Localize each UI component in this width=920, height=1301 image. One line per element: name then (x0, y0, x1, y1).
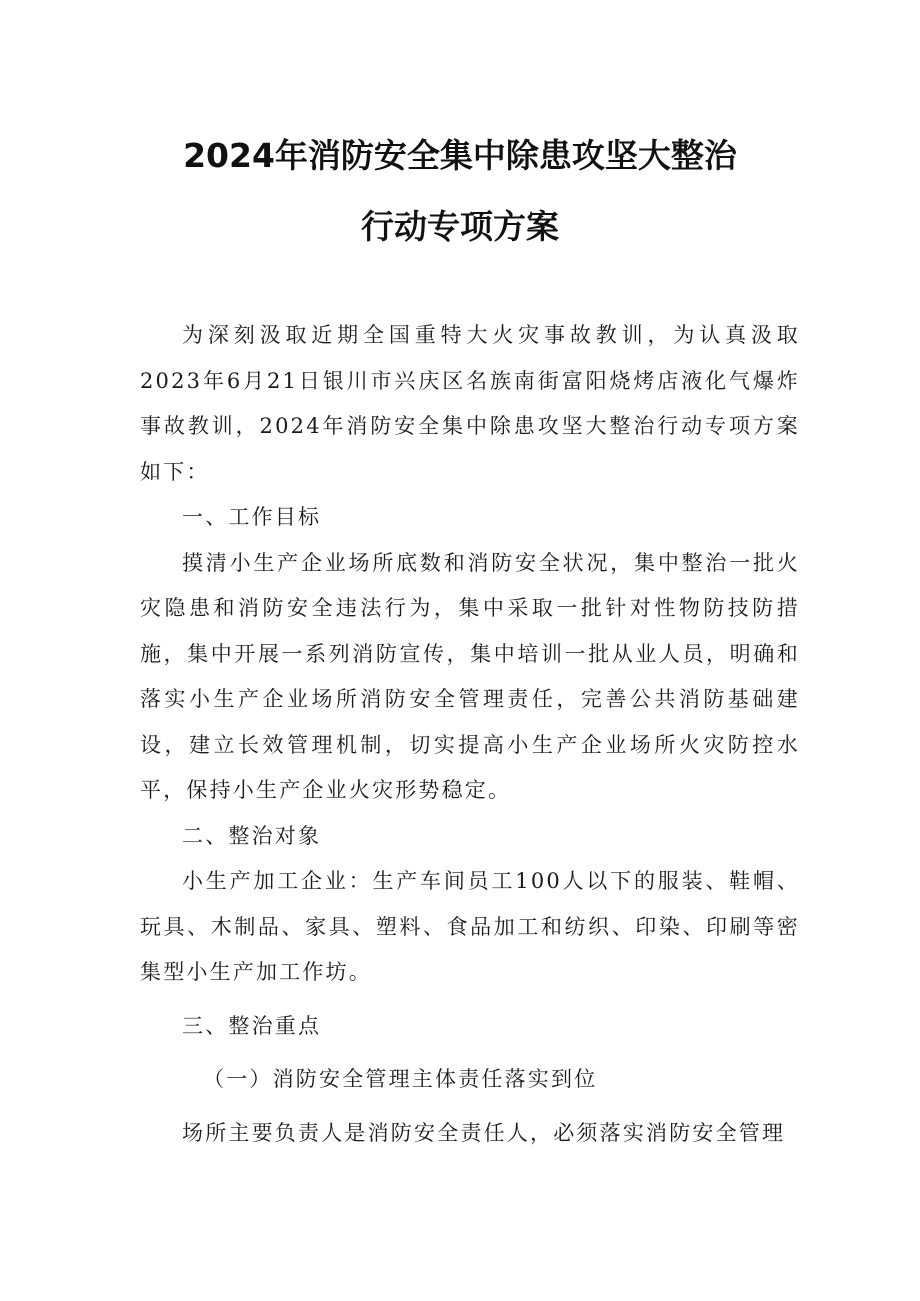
document-title-line-2: 行动专项方案 (361, 207, 559, 246)
document-title-line-1: 2024年消防安全集中除患攻坚大整治 (183, 136, 737, 175)
section-1-heading: 一、工作目标 (182, 505, 322, 529)
section-3-heading: 三、整治重点 (182, 1013, 322, 1038)
section-1-paragraph: 摸清小生产企业场所底数和消防安全状况，集中整治一批火灾隐患和消防安全违法行为，集中采取一批针对性物防技防措施，集中开展一系列消防宣传，集中培训一批从业人员，明确和落实小生产企业场所消防安全管理责任，完善公共消防基础建设，建立长效管理机制，切实提高小生产企业场所火灾防控水平，保持小生产企业火灾形势稳定。 (140, 550, 800, 802)
section-3-subheading-1: （一）消防安全管理主体责任落实到位 (203, 1067, 598, 1091)
intro-paragraph: 为深刻汲取近期全国重特大火灾事故教训，为认真汲取2023年6月21日银川市兴庆区名族南街富阳烧烤店液化气爆炸事故教训，2024年消防安全集中除患攻坚大整治行动专项方案如下： (140, 323, 800, 484)
section-2-paragraph: 小生产加工企业：生产车间员工100人以下的服装、鞋帽、玩具、木制品、家具、塑料、食品加工和纺织、印染、印刷等密集型小生产加工作坊。 (140, 869, 800, 984)
document-body (140, 313, 800, 1156)
section-3-sub-1-paragraph: 场所主要负责人是消防安全责任人，必须落实消防安全管理 (182, 1120, 786, 1145)
section-2-heading: 二、整治对象 (182, 823, 322, 848)
